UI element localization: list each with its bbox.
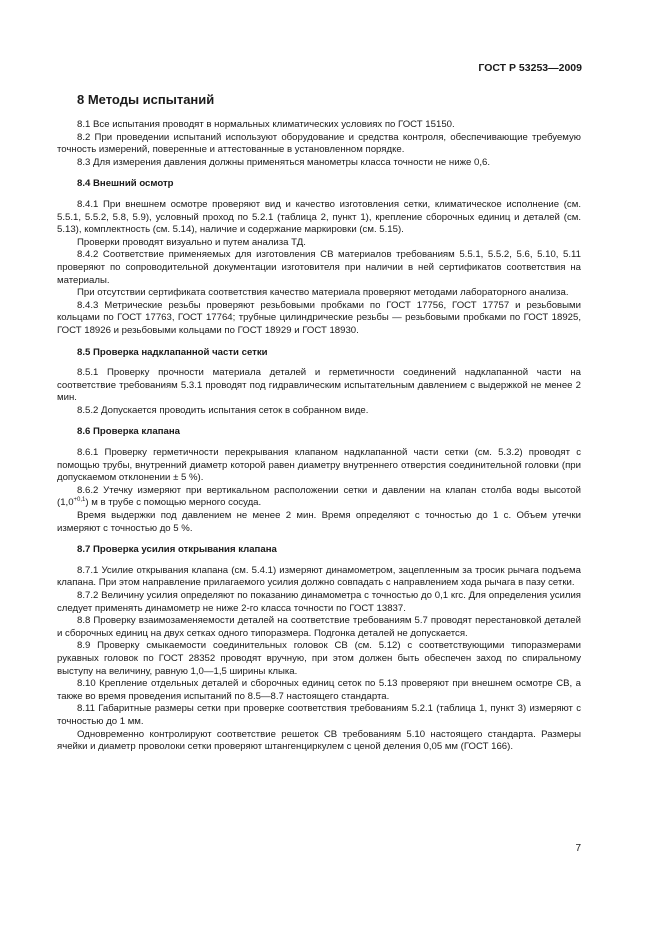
paragraph-8-4-2: 8.4.2 Соответствие применяемых для изготовления СВ материалов требованиям 5.5.1, 5.5.2, 5.6, 5.10, 5.11 проверяют по сопроводительной документации изготовителя при наличии в ней сертификатов соответствия на материалы. bbox=[57, 249, 581, 286]
section-title: 8 Методы испытаний bbox=[77, 92, 215, 107]
paragraph-8-2: 8.2 При проведении испытаний используют оборудование и средства контроля, обеспечивающие требуемую точность измерений, поверенные и аттестованные в установленном порядке. bbox=[57, 131, 581, 156]
subsection-title-8-5: 8.5 Проверка надклапанной части сетки bbox=[77, 346, 268, 358]
paragraph-8-11-note: Одновременно контролируют соответствие решеток СВ требованиям 5.10 настоящего стандарта. Размеры ячейки и диаметр проволоки сетки проверяют штангенциркулем с ценой деления 0,05 мм (ГОСТ 166). bbox=[57, 728, 581, 753]
paragraph-8-11: 8.11 Габаритные размеры сетки при проверке соответствия требованиям 5.2.1 (таблица 1, пункт 3) измеряют с точностью до 1 мм. bbox=[57, 703, 581, 727]
paragraph-8-6-2 bbox=[57, 485, 581, 510]
paragraph-8-6-2-end: ) м в трубе с помощью мерного сосуда. bbox=[85, 497, 262, 509]
paragraph-8-6-2-note: Время выдержки под давлением не менее 2 мин. Время определяют с точностью до 1 с. Объем утечки измеряют с точностью до 5 %. bbox=[57, 510, 581, 534]
page-number: 7 bbox=[575, 843, 581, 854]
paragraph-8-9: 8.9 Проверку смыкаемости соединительных головок СВ (см. 5.12) с соответствующими типоразмерами рукавных головок по ГОСТ 28352 проводят вручную, при этом должен быть обеспечен заход по спиральному выступу на величину, равную 1,0—1,5 ширины клыка. bbox=[57, 640, 581, 677]
paragraph-8-10: 8.10 Крепление отдельных деталей и сборочных единиц сеток по 5.13 проверяют при внешнем осмотре СВ, а также во время проведения испытаний по 8.5—8.7 настоящего стандарта. bbox=[57, 678, 581, 702]
paragraph-8-7-2: 8.7.2 Величину усилия определяют по показанию динамометра с точностью до 0,1 кгс. Для определения усилия следует применять динамометр не ниже 2-го класса точности по ГОСТ 13837. bbox=[57, 590, 581, 614]
section-content bbox=[57, 92, 581, 754]
paragraph-8-5-1: 8.5.1 Проверку прочности материала деталей и герметичности соединений надклапанной части на соответствие требованиям 5.3.1 проводят под гидравлическим испытательным давлением с выдержкой не менее 2 мин. bbox=[57, 367, 581, 404]
paragraph-8-6-2-start: 8.6.2 Утечку измеряют при вертикальном расположении сетки и давлении на клапан столба воды высотой (1,0 bbox=[57, 484, 581, 509]
paragraph-8-7-1: 8.7.1 Усилие открывания клапана (см. 5.4.1) измеряют динамометром, зацепленным за тросик рычага подъема клапана. При этом направление прилагаемого усилия должно совпадать с направлением хода рычага в пазу сетки. bbox=[57, 564, 581, 589]
paragraph-8-3: 8.3 Для измерения давления должны применяться манометры класса точности не ниже 0,6. bbox=[77, 156, 490, 168]
paragraph-8-5-2: 8.5.2 Допускается проводить испытания сеток в собранном виде. bbox=[77, 404, 369, 416]
paragraph-8-4-2-note: При отсутствии сертификата соответствия качество материала проверяют методами лабораторного анализа. bbox=[77, 287, 569, 299]
subsection-title-8-6: 8.6 Проверка клапана bbox=[77, 426, 180, 438]
subsection-title-8-7: 8.7 Проверка усилия открывания клапана bbox=[77, 544, 277, 556]
document-code: ГОСТ Р 53253—2009 bbox=[478, 62, 582, 74]
paragraph-8-6-1: 8.6.1 Проверку герметичности перекрывания клапаном надклапанной части сетки (см. 5.3.2) проводят с помощью трубы, внутренний диаметр которой равен диаметру внутреннего отверстия соединительной головки (при допускаемом отклонении ± 5 %). bbox=[57, 447, 581, 484]
paragraph-8-4-1: 8.4.1 При внешнем осмотре проверяют вид и качество изготовления сетки, климатическое исполнение (см. 5.5.1, 5.5.2, 5.8, 5.9), условный проход по 5.2.1 (таблица 2, пункт 1), крепление сборочных единиц и деталей (см. 5.13), комплектность (см. 5.14), наличие и содержание маркировки (см. 5.15). bbox=[57, 198, 581, 236]
paragraph-8-8: 8.8 Проверку взаимозаменяемости деталей на соответствие требованиям 5.7 проводят перестановкой деталей и сборочных единиц на двух сетках одного типоразмера. Подгонка деталей не допускается. bbox=[57, 615, 581, 639]
paragraph-8-4-1-note: Проверки проводят визуально и путем анализа ТД. bbox=[77, 236, 306, 248]
tolerance-superscript: +0,1 bbox=[73, 497, 86, 504]
subsection-title-8-4: 8.4 Внешний осмотр bbox=[77, 178, 174, 190]
paragraph-8-1: 8.1 Все испытания проводят в нормальных климатических условиях по ГОСТ 15150. bbox=[77, 119, 455, 130]
paragraph-8-4-3: 8.4.3 Метрические резьбы проверяют резьбовыми пробками по ГОСТ 17756, ГОСТ 17757 и резьбовыми кольцами по ГОСТ 17763, ГОСТ 17764; трубные цилиндрические резьбы — резьбовыми пробками по ГОСТ 18925, ГОСТ 18926 и резьбовыми кольцами по ГОСТ 18929 и ГОСТ 18930. bbox=[57, 299, 581, 336]
